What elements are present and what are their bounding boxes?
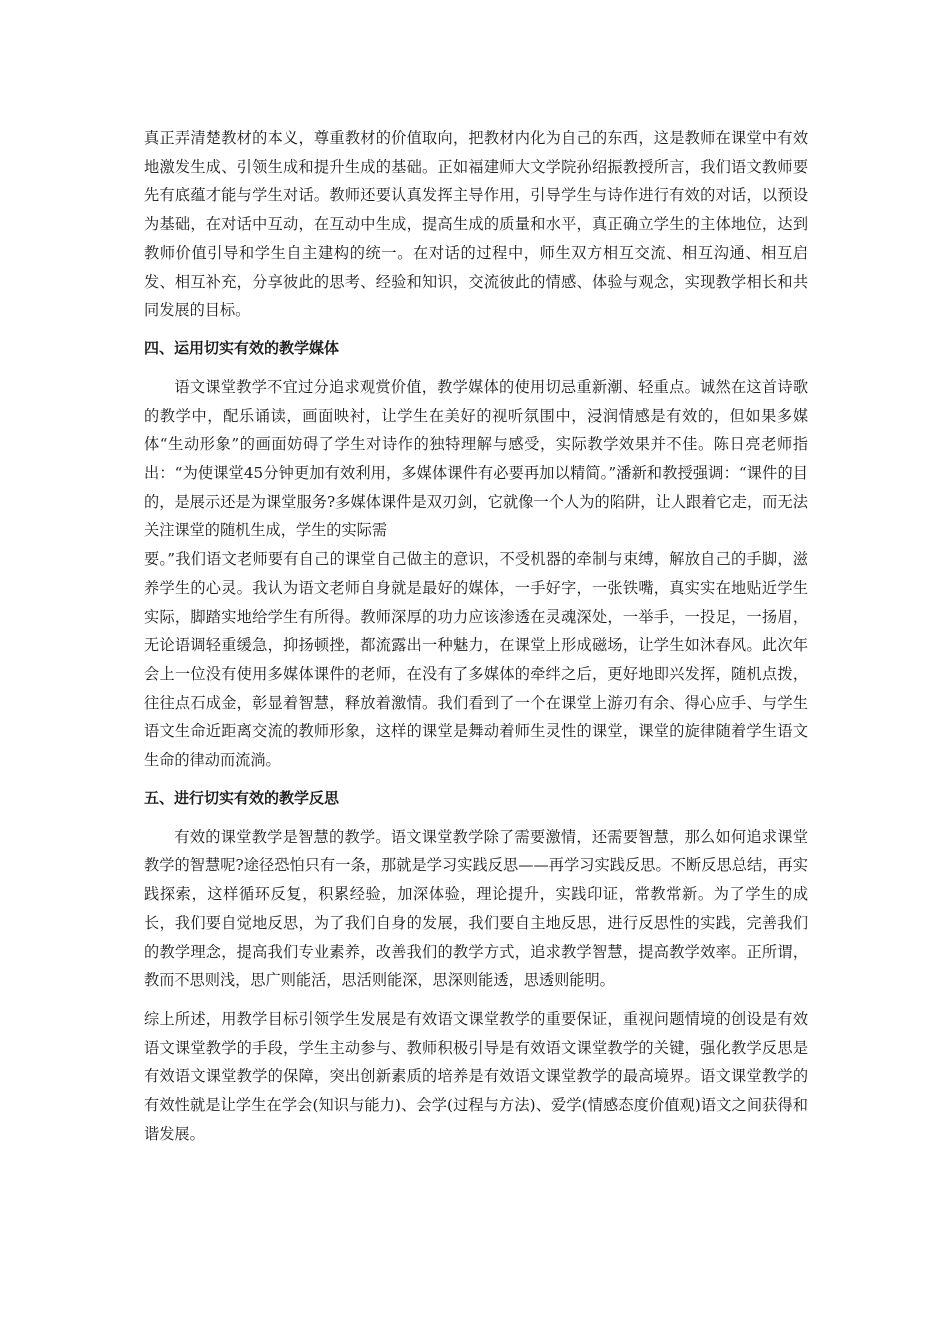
paragraph-intro: 真正弄清楚教材的本义，尊重教材的价值取向，把教材内化为自己的东西，这是教师在课堂中有效地激发生成、引领生成和提升生成的基础。正如福建师大文学院孙绍振教授所言，我们语文教师要先有底蕴才能与学生对话。教师还要认真发挥主导作用，引导学生与诗作进行有效的对话，以预设为基础，在对话中互动，在互动中生成，提高生成的质量和水平，真正确立学生的主体地位，达到教师价值引导和学生自主建构的统一。在对话的过程中，师生双方相互交流、相互沟通、相互启发、相互补充，分享彼此的思考、经验和知识，交流彼此的情感、体验与观念，实现教学相长和共同发展的目标。 [144,129,808,320]
document-page [144,124,808,1149]
paragraph-media-2: 要。”我们语文老师要有自己的课堂自己做主的意识，不受机器的牵制与束缚，解放自己的手脚，滋养学生的心灵。我认为语文老师自身就是最好的媒体，一手好字，一张铁嘴，真实实在地贴近学生实际，脚踏实地给学生有所得。教师深厚的功力应该渗透在灵魂深处，一举手，一投足，一扬眉，无论语调轻重缓急，抑扬顿挫，都流露出一种魅力，在课堂上形成磁场，让学生如沐春风。此次年会上一位没有使用多媒体课件的老师，在没有了多媒体的牵绊之后，更好地即兴发挥，随机点拨，往往点石成金，彰显着智慧，释放着激情。我们看到了一个在课堂上游刃有余、得心应手、与学生语文生命近距离交流的教师形象，这样的课堂是舞动着师生灵性的课堂，课堂的旋律随着学生语文生命的律动而流淌。 [144,550,808,770]
paragraph-summary: 综上所述，用教学目标引领学生发展是有效语文课堂教学的重要保证，重视问题情境的创设是有效语文课堂教学的手段，学生主动参与、教师积极引导是有效语文课堂教学的关键，强化教学反思是有效语文课堂教学的保障，突出创新素质的培养是有效语文课堂教学的最高境界。语文课堂教学的有效性就是让学生在学会(知识与能力)、会学(过程与方法)、爱学(情感态度价值观)语文之间获得和谐发展。 [144,1009,808,1143]
section-heading-5: 五、进行切实有效的教学反思 [144,788,340,807]
paragraph-media-1: 语文课堂教学不宜过分追求观赏价值，教学媒体的使用切忌重新潮、轻重点。诚然在这首诗歌的教学中，配乐诵读，画面映衬，让学生在美好的视听氛围中，浸润情感是有效的，但如果多媒体“生动形象”的画面妨碍了学生对诗作的独特理解与感受，实际教学效果并不佳。陈日亮老师指出：“为使课堂45分钟更加有效利用，多媒体课件有必要再加以精简。”潘新和教授强调：“课件的目的，是展示还是为课堂服务?多媒体课件是双刃剑，它就像一个人为的陷阱，让人跟着它走，而无法关注课堂的随机生成，学生的实际需 [144,377,808,540]
section-heading-4: 四、运用切实有效的教学媒体 [144,338,340,357]
paragraph-reflection: 有效的课堂教学是智慧的教学。语文课堂教学除了需要激情，还需要智慧，那么如何追求课堂教学的智慧呢?途径恐怕只有一条，那就是学习实践反思——再学习实践反思。不断反思总结，再实践探索，这样循环反复，积累经验，加深体验，理论提升，实践印证，常教常新。为了学生的成长，我们要自觉地反思，为了我们自身的发展，我们要自主地反思，进行反思性的实践，完善我们的教学理念，提高我们专业素养，改善我们的教学方式，追求教学智慧，提高教学效率。正所谓，教而不思则浅，思广则能活，思活则能深，思深则能透，思透则能明。 [144,827,808,990]
